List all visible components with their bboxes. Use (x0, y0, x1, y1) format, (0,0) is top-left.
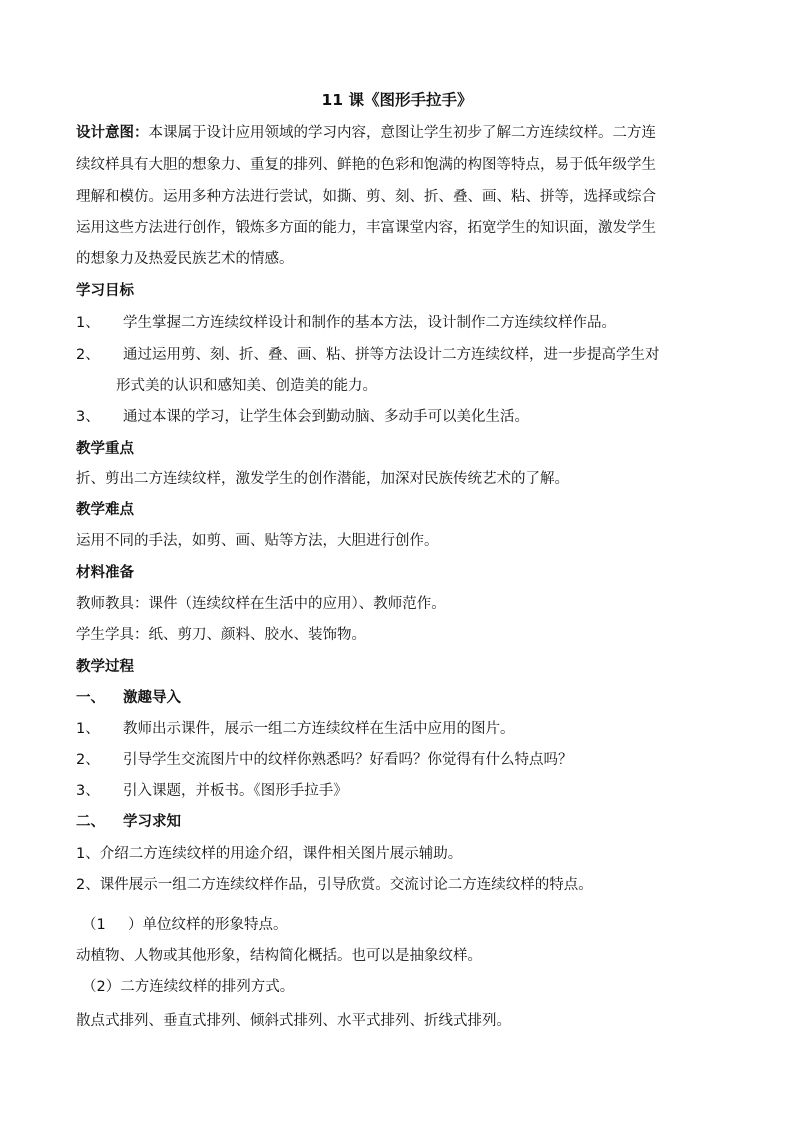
part-1-item-1-number: 1、 (76, 721, 100, 737)
part-1-title: 激趣导入 (123, 690, 181, 706)
intent-text-1: 本课属于设计应用领域的学习内容，意图让学生初步了解二方连续纹样。二方连 (148, 125, 656, 141)
difficulty-text: 运用不同的手法，如剪、画、贴等方法，大胆进行创作。 (76, 533, 439, 549)
key-heading: 教学重点 (76, 441, 134, 457)
part-1-item-3-number: 3、 (76, 783, 100, 799)
part-1-number: 一、 (76, 690, 105, 706)
difficulty-heading: 教学难点 (76, 502, 134, 518)
intent-line-4: 运用这些方法进行创作，锻炼多方面的能力，丰富课堂内容，拓宽学生的知识面，激发学生 (76, 220, 656, 236)
sub-item-2-body: 散点式排列、垂直式排列、倾斜式排列、水平式排列、折线式排列。 (76, 1013, 511, 1029)
part-2-title: 学习求知 (123, 814, 181, 830)
goal-2-text: 通过运用剪、刻、折、叠、画、粘、拼等方法设计二方连续纹样，进一步提高学生对 (123, 347, 660, 363)
part-2-line-2: 2、课件展示一组二方连续纹样作品，引导欣赏。交流讨论二方连续纹样的特点。 (76, 877, 593, 893)
part-1-item-2-number: 2、 (76, 752, 100, 768)
key-text: 折、剪出二方连续纹样，激发学生的创作潜能，加深对民族传统艺术的了解。 (76, 471, 569, 487)
process-heading: 教学过程 (76, 659, 134, 675)
part-1-item-2-text: 引导学生交流图片中的纹样你熟悉吗？好看吗？你觉得有什么特点吗？ (123, 752, 573, 768)
materials-student: 学生学具：纸、剪刀、颜料、胶水、装饰物。 (76, 627, 366, 643)
sub-item-2-label: （2）二方连续纹样的排列方式。 (82, 979, 295, 995)
intent-line-3: 理解和模仿。运用多种方法进行尝试，如撕、剪、刻、折、叠、画、粘、拼等，选择或综合 (76, 189, 656, 205)
intent-line-2: 续纹样具有大胆的想象力、重复的排列、鲜艳的色彩和饱满的构图等特点，易于低年级学生 (76, 157, 656, 173)
goal-2-number: 2、 (76, 347, 100, 363)
goal-2-continuation: 形式美的认识和感知美、创造美的能力。 (116, 378, 377, 394)
goal-3-text: 通过本课的学习，让学生体会到勤动脑、多动手可以美化生活。 (123, 409, 529, 425)
goal-3-number: 3、 (76, 409, 100, 425)
part-2-line-1: 1、介绍二方连续纹样的用途介绍，课件相关图片展示辅助。 (76, 846, 463, 862)
part-1-item-3-text: 引入课题，并板书。《图形手拉手》 (123, 783, 348, 799)
intent-line-1 (76, 121, 656, 142)
goal-1-text: 学生掌握二方连续纹样设计和制作的基本方法，设计制作二方连续纹样作品。 (123, 315, 616, 331)
sub-item-1-body: 动植物、人物或其他形象，结构简化概括。也可以是抽象纹样。 (76, 948, 482, 964)
sub-item-1-text: ）单位纹样的形象特点。 (128, 917, 288, 933)
intent-label: 设计意图： (76, 125, 149, 141)
materials-heading: 材料准备 (76, 565, 134, 581)
part-1-item-1-text: 教师出示课件，展示一组二方连续纹样在生活中应用的图片。 (123, 721, 515, 737)
goals-heading: 学习目标 (76, 283, 134, 299)
materials-teacher: 教师教具：课件（连续纹样在生活中的应用）、教师范作。 (76, 596, 446, 612)
goal-1-number: 1、 (76, 315, 100, 331)
page-title: 11 课《图形手拉手》 (321, 91, 473, 109)
part-2-number: 二、 (76, 814, 105, 830)
intent-line-5: 的想象力及热爱民族艺术的情感。 (76, 251, 294, 267)
sub-item-1-label: （1 (82, 917, 106, 933)
